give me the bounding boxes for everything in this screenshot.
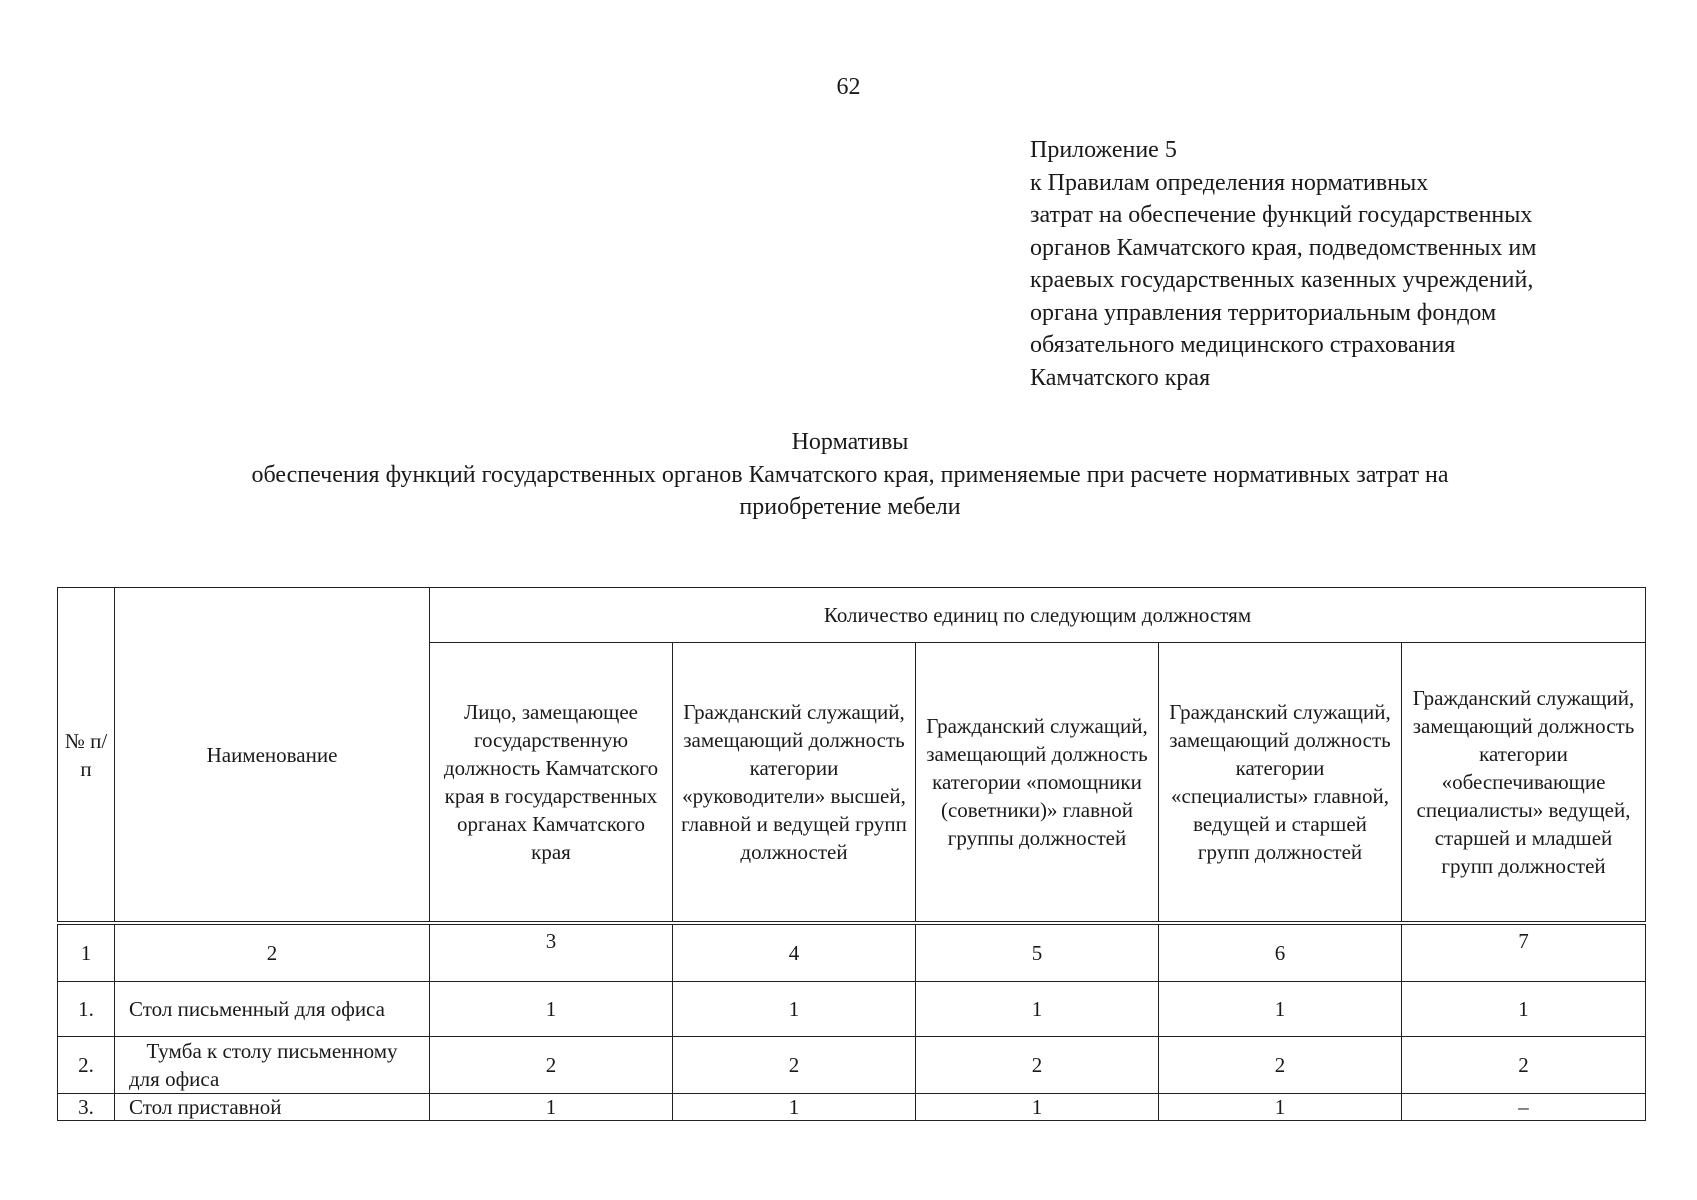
row-value: 1	[1159, 1094, 1402, 1121]
header-position: Гражданский служащий, замещающий должность категории «руководители» высшей, главной и ведущей групп должностей	[673, 643, 916, 924]
column-number: 6	[1159, 923, 1402, 982]
column-number: 4	[673, 923, 916, 982]
header-num: № п/п	[58, 588, 115, 924]
row-value: 1	[916, 1094, 1159, 1121]
column-number: 3	[430, 923, 673, 982]
appendix-line: краевых государственных казенных учреждений,	[1030, 267, 1534, 293]
table-row	[58, 1037, 1646, 1094]
row-num: 2.	[58, 1037, 115, 1094]
header-name: Наименование	[115, 588, 430, 924]
row-value: 1	[1159, 982, 1402, 1037]
appendix-line: затрат на обеспечение функций государственных	[1030, 202, 1533, 228]
appendix-line: к Правилам определения нормативных	[1030, 169, 1429, 196]
row-value: 2	[1402, 1037, 1646, 1094]
appendix-line: обязательного медицинского страхования	[1030, 332, 1456, 358]
appendix-line: органов Камчатского края, подведомственных им	[1030, 234, 1537, 261]
title-line: обеспечения функций государственных органов Камчатского края, применяемые при расчете нормативных затрат на	[251, 461, 1449, 488]
row-value: 2	[673, 1037, 916, 1094]
column-number: 1	[58, 923, 115, 982]
header-position: Лицо, замещающее государственную должность Камчатского края в государственных органах Камчатского края	[430, 643, 673, 924]
row-name: Тумба к столу письменному для офиса	[115, 1037, 430, 1094]
row-value: –	[1402, 1094, 1646, 1121]
appendix-line: органа управления территориальным фондом	[1030, 299, 1497, 326]
furniture-norms-table	[57, 587, 1646, 1121]
header-position: Гражданский служащий, замещающий должность категории «помощники (советники)» главной группы должностей	[916, 643, 1159, 924]
column-number: 2	[115, 923, 430, 982]
page-number: 62	[836, 74, 861, 100]
row-value: 1	[430, 1094, 673, 1121]
column-number: 5	[916, 923, 1159, 982]
table-header-row	[58, 588, 1646, 643]
column-numbers-row	[58, 923, 1646, 982]
appendix-header	[1030, 134, 1680, 394]
row-value: 1	[916, 982, 1159, 1037]
row-value: 1	[673, 982, 916, 1037]
row-value: 2	[430, 1037, 673, 1094]
header-position: Гражданский служащий, замещающий должность категории «специалисты» главной, ведущей и старшей групп должностей	[1159, 643, 1402, 924]
row-value: 1	[430, 982, 673, 1037]
row-value: 1	[1402, 982, 1646, 1037]
header-position: Гражданский служащий, замещающий должность категории «обеспечивающие специалисты» ведущей, старшей и младшей групп должностей	[1402, 643, 1646, 924]
row-value: 2	[916, 1037, 1159, 1094]
row-name: Стол приставной	[115, 1094, 430, 1121]
appendix-line: Приложение 5	[1030, 137, 1177, 163]
header-group: Количество единиц по следующим должностям	[430, 588, 1646, 643]
table-row	[58, 982, 1646, 1037]
column-number: 7	[1402, 923, 1646, 982]
row-num: 3.	[58, 1094, 115, 1121]
title-line: приобретение мебели	[739, 494, 961, 520]
row-name: Стол письменный для офиса	[115, 982, 430, 1037]
row-num: 1.	[58, 982, 115, 1037]
document-title	[60, 426, 1640, 524]
row-value: 1	[673, 1094, 916, 1121]
title-line: Нормативы	[791, 429, 909, 455]
row-value: 2	[1159, 1037, 1402, 1094]
table-row	[58, 1094, 1646, 1121]
appendix-line: Камчатского края	[1030, 364, 1211, 391]
